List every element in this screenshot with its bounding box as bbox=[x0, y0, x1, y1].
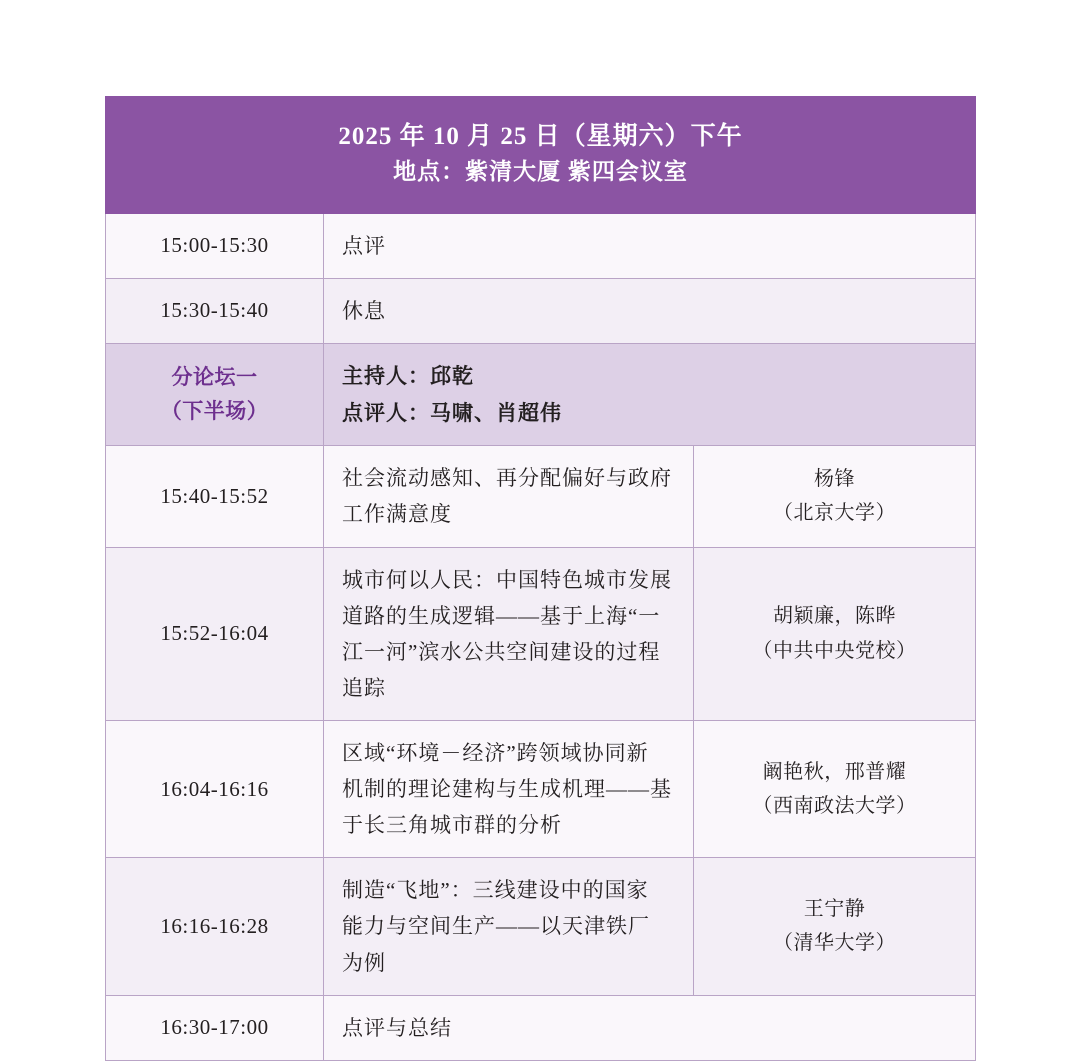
discussants: 点评人：马啸、肖超伟 bbox=[342, 400, 562, 425]
row-title bbox=[324, 720, 694, 857]
row-presenter bbox=[694, 446, 976, 547]
row-title bbox=[324, 446, 694, 547]
title-line: 区域“环境－经济”跨领域协同新 bbox=[342, 740, 649, 765]
presenter-name: 胡颖廉，陈晔 bbox=[773, 605, 896, 628]
row-presenter bbox=[694, 720, 976, 857]
row-time: 15:52-16:04 bbox=[106, 547, 324, 720]
presenter-affiliation: （中共中央党校） bbox=[752, 639, 917, 662]
row-time: 15:30-15:40 bbox=[106, 278, 324, 343]
presenter-name: 阚艳秋，邢普耀 bbox=[762, 760, 907, 783]
title-line: 城市何以人民：中国特色城市发展 bbox=[342, 567, 672, 592]
header-date: 2025 年 10 月 25 日（星期六）下午 bbox=[338, 123, 743, 150]
header-cell bbox=[106, 97, 976, 214]
row-time: 15:40-15:52 bbox=[106, 446, 324, 547]
schedule-table bbox=[105, 96, 976, 1061]
presenter-name: 杨锋 bbox=[814, 468, 855, 491]
title-line: 追踪 bbox=[342, 675, 386, 700]
row-presenter bbox=[694, 547, 976, 720]
subforum-session: （下半场） bbox=[160, 398, 269, 423]
row-time: 16:04-16:16 bbox=[106, 720, 324, 857]
subforum-label bbox=[106, 343, 324, 446]
title-line: 能力与空间生产——以天津铁厂 bbox=[342, 914, 650, 939]
title-line: 为例 bbox=[342, 950, 386, 975]
table-row bbox=[106, 278, 976, 343]
table-row bbox=[106, 446, 976, 547]
table-row bbox=[106, 858, 976, 995]
title-line: 制造“飞地”：三线建设中的国家 bbox=[342, 878, 649, 903]
title-line: 江一河”滨水公共空间建设的过程 bbox=[342, 639, 661, 664]
table-row bbox=[106, 213, 976, 278]
presenter-affiliation: （清华大学） bbox=[773, 932, 896, 955]
header-location: 地点：紫清大厦 紫四会议室 bbox=[393, 159, 688, 185]
table-row bbox=[106, 547, 976, 720]
row-presenter bbox=[694, 858, 976, 995]
title-line: 工作满意度 bbox=[342, 502, 452, 527]
row-time: 15:00-15:30 bbox=[106, 213, 324, 278]
row-time: 16:16-16:28 bbox=[106, 858, 324, 995]
title-line: 道路的生成逻辑——基于上海“一 bbox=[342, 603, 661, 628]
presenter-name: 王宁静 bbox=[803, 898, 866, 921]
row-time: 16:30-17:00 bbox=[106, 995, 324, 1060]
title-line: 社会流动感知、再分配偏好与政府 bbox=[342, 466, 672, 491]
row-title: 休息 bbox=[324, 278, 976, 343]
table-header-row bbox=[106, 97, 976, 214]
row-title bbox=[324, 547, 694, 720]
row-title bbox=[324, 858, 694, 995]
table-row bbox=[106, 720, 976, 857]
subforum-name: 分论坛一 bbox=[171, 364, 258, 389]
table-row bbox=[106, 995, 976, 1060]
row-title: 点评 bbox=[324, 213, 976, 278]
title-line: 于长三角城市群的分析 bbox=[342, 813, 562, 838]
presenter-affiliation: （西南政法大学） bbox=[752, 795, 917, 818]
moderator: 主持人：邱乾 bbox=[342, 363, 474, 388]
subforum-header-row bbox=[106, 343, 976, 446]
subforum-people bbox=[324, 343, 976, 446]
title-line: 机制的理论建构与生成机理——基 bbox=[342, 777, 672, 802]
row-title: 点评与总结 bbox=[324, 995, 976, 1060]
presenter-affiliation: （北京大学） bbox=[773, 502, 896, 525]
